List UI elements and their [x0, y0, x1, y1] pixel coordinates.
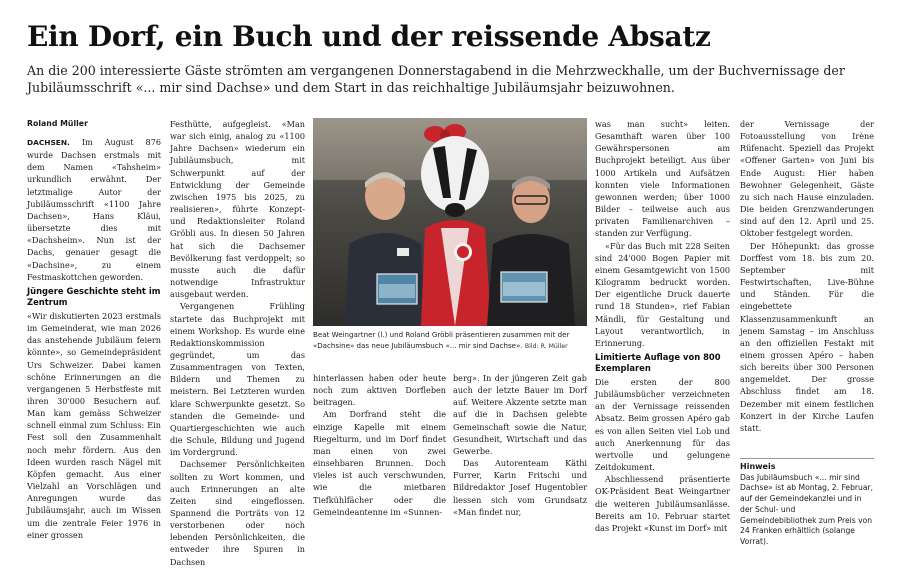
paragraph: Festhütte, aufgegleist. «Man war sich einig, analog zu «1100 Jahre Dachsen» wiederum ein Jubiläumsbuch, mit Schwerpunkt auf der Entwicklung der Gemeinde zwischen 1975 bis 2025, zu realisieren», führte Konzept- und Redaktionsleiter Roland Gröbli aus. In diesen 50 Jahren hat sich die Dachsemer Bevölkerung fast verdoppelt; so musste auch die dafür notwendige Infrastruktur ausgebaut werden. — [170, 119, 305, 300]
paragraph: Abschliessend präsentierte OK-Präsident Beat Weingartner die weiteren Jubiläumsanlässe. Bereits am 10. Februar startet das Projekt «Kunst im Dorf» mit — [595, 474, 730, 533]
article-column-2 — [170, 118, 305, 567]
info-box-title: Hinweis — [740, 462, 776, 471]
article-column-4 — [453, 372, 587, 526]
article-photo — [313, 118, 587, 326]
article-column-5 — [595, 118, 730, 533]
info-box-divider — [740, 458, 874, 459]
paragraph: Das Autorenteam Käthi Furrer, Karin Fritschi und Bildredaktor Josef Hugentobler liessen sich vom Grundsatz «Man findet nur, — [453, 458, 587, 517]
paragraph: Der Höhepunkt: das grosse Dorffest vom 18. bis zum 20. September mit Festwirtschaften, Live-Bühne und Ständen. Für die eingebettete Klassenzusammenkunft an jenem Samstag – im Anschluss an den offiziellen Festakt mit einem grossen Apéro – haben sich bereits über 300 Personen angemeldet. Der grosse Abschluss findet am 18. Dezember mit einem festlichen Konzert in der Kirche Laufen statt. — [740, 240, 874, 433]
paragraph: was man sucht» leiten. Gesamthaft waren über 100 Gewährspersonen am Buchprojekt beteiligt. Aus über 1000 Artikeln und Aufsätzen konnten viele Informationen gewonnen werden; über 1000 Bilder – teilweise auch aus privaten Familienarchiven – standen zur Verfügung. — [595, 119, 730, 239]
paragraph-text: Im August 876 wurde Dachsen erstmals mit dem Namen «Tahsheim» urkundlich erwähnt. Der letztmalige Autor der Jubiläumsschrift «1100 Jahre Dachsen», Hans Kläui, übersetzte dies mit «Dachsheim». Nun ist der Dachs, genauer gesagt die «Dachsine», zu einem Festmaskottchen geworden. — [27, 137, 161, 282]
paragraph: Am Dorfrand steht die einzige Kapelle mit einem Riegelturm, und im Dorf findet man einen von zwei einsehbaren Brunnen. Doch vieles ist auch verschwunden, wie die mietbaren Tiefkühlfächer oder die Gemeindeantenne im «Sunnen- — [313, 409, 446, 517]
paragraph: Vergangenen Frühling startete das Buchprojekt mit einem Workshop. Es wurde eine Redaktionskommission gegründet, um das Zusammentragen von Texten, Bildern und Themen zu meistern. Bei Letzteren wurden klare Schwerpunkte gesetzt. So standen die Gemeinde- und Quartiergeschichten wie auch die Schule, Bildung und Jugend im Vordergrund. — [170, 301, 305, 458]
photo-caption — [313, 330, 587, 352]
info-box-text: Das Jubiläumsbuch «... mir sind Dachse» ist ab Montag, 2. Februar, auf der Gemeindekanzlei und in der Schul- und Gemeindebibliothek zum Preis von 24 Franken erhältlich (solange Vorrat). — [740, 472, 874, 546]
person-right-figure — [481, 168, 581, 326]
info-box — [740, 462, 874, 548]
photo-credit: Bild: R. Müller — [524, 342, 568, 350]
author-byline: Roland Müller — [27, 119, 88, 128]
paragraph: «Für das Buch mit 228 Seiten sind 24'000 Bogen Papier mit einem Gesamtgewicht von 1500 Kilogramm bedruckt worden. Der eigentliche Druck dauerte rund 18 Stunden», rief Fabian Mändli, für Gestaltung und Layout verantwortlich, in Erinnerung. — [595, 240, 730, 348]
paragraph: hinterlassen haben oder heute noch zum aktiven Dorfleben beitragen. — [313, 373, 446, 408]
paragraph: berg». In der jüngeren Zeit gab auch der letzte Bauer im Dorf auf. Weitere Akzente setzte man auf die in Dachsen gelebte Gemeinschaft sowie die Natur, Gesundheit, Wirtschaft und das Gewerbe. — [453, 373, 587, 456]
lead-paragraph: An die 200 interessierte Gäste strömten am vergangenen Donnerstagabend in die Mehrzweckhalle, um der Buchvernissage der Jubiläumsschrift «... mir sind Dachse» und dem Start in das reichhaltige Jubiläumsjahr beizuwohnen. — [27, 63, 845, 95]
article-column-6 — [740, 118, 874, 454]
article-column-1 — [27, 118, 161, 540]
paragraph — [27, 136, 161, 283]
caption-text: Beat Weingartner (l.) und Roland Gröbli präsentieren zusammen mit der «Dachsine» das neue Jubiläumsbuch «... mir sind Dachse». — [313, 330, 570, 350]
subheading: Jüngere Geschichte steht im Zentrum — [27, 285, 161, 307]
paragraph: Die ersten der 800 Jubiläumsbücher verzeichneten an der Vernissage reissenden Absatz. Beim grossen Apéro gab es von allen Seiten viel Lob und auch Anerkennung für das wertvolle und gelungene Zeitdokument. — [595, 376, 730, 473]
paragraph: der Vernissage der Fotoausstellung von Irène Rüfenacht. Speziell das Projekt «Offener Garten» von Juni bis Ende August: Hier haben Bewohner Gelegenheit, Gäste zu sich nach Hause einzuladen. Die beiden Grenzwanderungen sind auf den 12. April und 25. Oktober festgelegt worden. — [740, 119, 874, 239]
dateline: DACHSEN. — [27, 138, 70, 147]
headline: Ein Dorf, ein Buch und der reissende Absatz — [27, 20, 711, 53]
subheading: Limitierte Auflage von 800 Exemplaren — [595, 351, 721, 373]
article-column-3 — [313, 372, 446, 526]
paragraph: «Wir diskutierten 2023 erstmals im Gemeinderat, wie man 2026 das anstehende Jubiläum feiern könnte», so Gemeindepräsident Urs Schweizer. Dabei kamen schöne Erinnerungen an die vergangenen 5 Herbstfeste mit ihren 30'000 Besuchern auf. Man kam gemäss Schweizer schnell einmal zum Schluss: Ein Fest soll den Zusammenhalt noch mehr fördern. Aus den Ideen wurden rasch Nägel mit Köpfen gemacht. Aus einer Vielzahl an Vorschlägen und Anregungen wurde das Jubiläumsjahr, auch im Wissen um die zentrale Feier 1976 in einer grossen — [27, 310, 161, 540]
paragraph: Dachsemer Persönlichkeiten sollten zu Wort kommen, und auch Erinnerungen an alte Zeiten sind eingeflossen. Spannend die Porträts von 12 verstorbenen oder noch lebenden Persönlichkeiten, die entweder ihre Spuren in Dachsen — [170, 459, 305, 567]
